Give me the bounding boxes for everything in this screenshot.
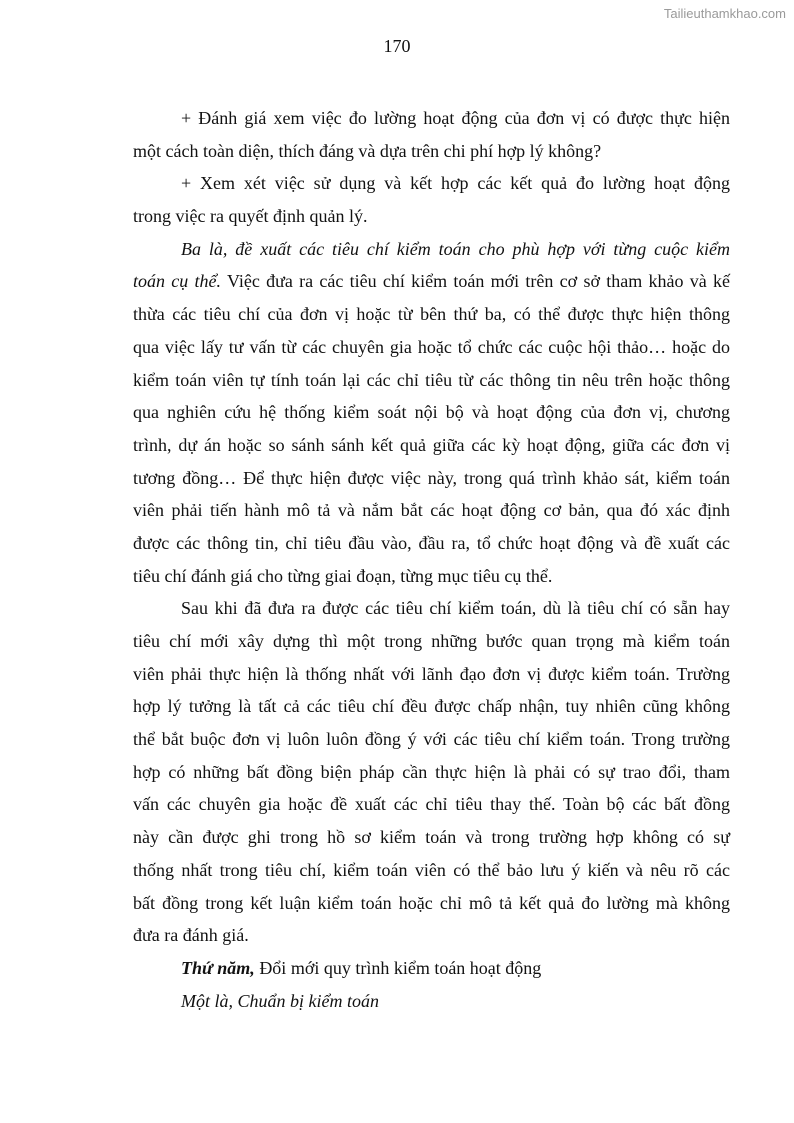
text-line: thể bắt buộc đơn vị luôn luôn đồng ý với các tiêu chí kiểm toán. Trong trường bbox=[133, 729, 730, 750]
text-line: Sau khi đã đưa ra được các tiêu chí kiểm toán, dù là tiêu chí có sẵn hay bbox=[181, 598, 730, 619]
text-line: này cần được ghi trong hồ sơ kiểm toán và trong trường hợp không có sự bbox=[133, 827, 730, 848]
text-line: tiêu chí mới xây dựng thì một trong những bước quan trọng mà kiểm toán bbox=[133, 631, 730, 651]
text-line: đưa ra đánh giá. bbox=[133, 925, 249, 946]
text-line: trong việc ra quyết định quản lý. bbox=[133, 206, 368, 227]
heading-lead: Thứ năm, bbox=[181, 957, 255, 978]
text-line bbox=[133, 265, 730, 298]
text-line: kiểm toán viên tự tính toán lại các chỉ tiêu từ các thông tin nêu trên hoặc thông bbox=[133, 369, 730, 390]
text-line: thừa các tiêu chí của đơn vị hoặc từ bên thứ ba, có thể được thực hiện thông bbox=[133, 304, 730, 325]
text: Việc đưa ra các tiêu chí kiểm toán mới trên cơ sở tham khảo và kế bbox=[221, 271, 730, 292]
text-line: tương đồng… Để thực hiện được việc này, trong quá trình khảo sát, kiểm toán bbox=[133, 467, 730, 488]
text-line: qua việc lấy tư vấn từ các chuyên gia hoặc tổ chức các cuộc hội thảo… hoặc do bbox=[133, 336, 730, 357]
text-line: vấn các chuyên gia hoặc đề xuất các chỉ tiêu thay thế. Toàn bộ các bất đồng bbox=[133, 794, 730, 815]
text-line: thống nhất trong tiêu chí, kiểm toán viên có thể bảo lưu ý kiến và nêu rõ các bbox=[133, 859, 730, 880]
text-line: tiêu chí đánh giá cho từng giai đoạn, từng mục tiêu cụ thể. bbox=[133, 565, 553, 586]
text-line: qua nghiên cứu hệ thống kiểm soát nội bộ và hoạt động của đơn vị, chương bbox=[133, 402, 730, 423]
text-line: bất đồng trong kết luận kiểm toán hoặc chỉ mô tả kết quả đo lường mà không bbox=[133, 892, 730, 913]
text-line: + Đánh giá xem việc đo lường hoạt động của đơn vị có được thực hiện bbox=[181, 108, 730, 128]
text-line: hợp có những bất đồng biện pháp cần thực hiện là phải có sự trao đổi, tham bbox=[133, 761, 730, 782]
text-line: hợp lý tưởng là tất cả các tiêu chí đều được chấp nhận, tuy nhiên cũng không bbox=[133, 696, 730, 717]
subheading: Một là, Chuẩn bị kiểm toán bbox=[181, 990, 379, 1011]
text-line: một cách toàn diện, thích đáng và dựa trên chi phí hợp lý không? bbox=[133, 140, 602, 161]
section-heading bbox=[133, 952, 730, 985]
watermark: Tailieuthamkhao.com bbox=[663, 6, 786, 21]
document-body bbox=[133, 102, 730, 1017]
page-number: 170 bbox=[383, 36, 411, 56]
text-line: trình, dự án hoặc so sánh sánh kết quả giữa các kỳ hoạt động, giữa các đơn vị bbox=[133, 434, 730, 455]
text-line: Ba là, đề xuất các tiêu chí kiểm toán cho phù hợp với từng cuộc kiểm bbox=[181, 238, 730, 259]
text-line: viên phải tiến hành mô tả và nắm bắt các hoạt động cơ bản, qua đó xác định bbox=[133, 500, 730, 521]
text-line: được các thông tin, chỉ tiêu đầu vào, đầu ra, tổ chức hoạt động và đề xuất các bbox=[133, 532, 730, 553]
heading-text: Đổi mới quy trình kiểm toán hoạt động bbox=[254, 957, 542, 978]
text-line: viên phải thực hiện là thống nhất với lãnh đạo đơn vị được kiểm toán. Trường bbox=[133, 663, 730, 684]
text-line: + Xem xét việc sử dụng và kết hợp các kết quả đo lường hoạt động bbox=[181, 173, 730, 194]
italic-text: toán cụ thể. bbox=[133, 271, 222, 292]
